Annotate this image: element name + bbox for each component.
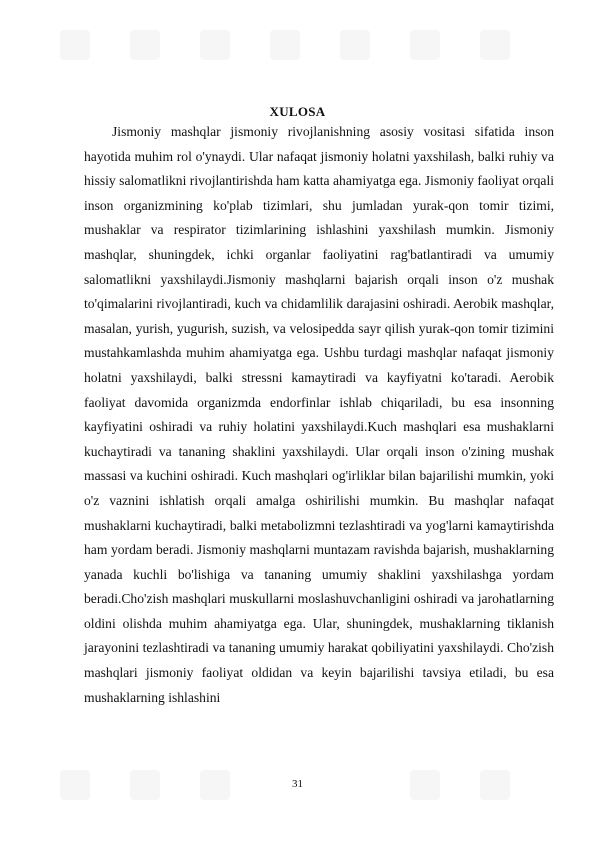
page-number: 31: [292, 778, 303, 790]
document-title: XULOSA: [269, 104, 326, 119]
body-paragraph: Jismoniy mashqlar jismoniy rivojlanishning asosiy vositasi sifatida inson hayotida muhim rol o'ynaydi. Ular nafaqat jismoniy holatni yaxshilash, balki ruhiy va hissiy salomatlikni rivojlantirishda ham katta ahamiyatga ega. Jismoniy faoliyat orqali inson organizmining ko'plab tizimlari, shu jumladan yurak-qon tomir tizimi, mushaklar va respirator tizimlarining ishlashini yaxshilash mumkin. Jismoniy mashqlar, shuningdek, ichki organlar faoliyatini rag'batlantiradi va umumiy salomatlikni yaxshilaydi.Jismoniy mashqlarni bajarish orqali inson o'z mushak to'qimalarini rivojlantiradi, kuch va chidamlilik darajasini oshiradi. Aerobik mashqlar, masalan, yurish, yugurish, suzish, va velosipedda sayr qilish yurak-qon tomir tizimini mustahkamlashda muhim ahamiyatga ega. Ushbu turdagi mashqlar nafaqat jismoniy holatni yaxshilaydi, balki stressni kamaytiradi va kayfiyatni ko'taradi. Aerobik faoliyat davomida organizmda endorfinlar ishlab chiqariladi, bu esa insonning kayfiyatini oshiradi va ruhiy holatini yaxshilaydi.Kuch mashqlari esa mushaklarni kuchaytiradi va tananing shaklini yaxshilaydi. Ular orqali inson o'zining mushak massasi va kuchini oshiradi. Kuch mashqlari og'irliklar bilan bajarilishi mumkin, yoki o'z vaznini ishlatish orqali amalga oshirilishi mumkin. Bu mashqlar nafaqat mushaklarni kuchaytiradi, balki metabolizmni tezlashtiradi va yog'larni kamaytirishda ham yordam beradi. Jismoniy mashqlarni muntazam ravishda bajarish, mushaklarning yanada kuchli bo'lishiga va tananing umumiy shaklini yaxshilashga yordam beradi.Cho'zish mashqlari muskullarni moslashuvchanligini oshiradi va jarohatlarning oldini olishda muhim ahamiyatga ega. Ular, shuningdek, mushaklarning tiklanish jarayonini tezlashtiradi va tananing umumiy harakat qobiliyatini yaxshilaydi. Cho'zish mashqlari jismoniy faoliyat oldidan va keyin bajarilishi tavsiya etiladi, bu esa mushaklarning ishlashini: [84, 124, 554, 705]
